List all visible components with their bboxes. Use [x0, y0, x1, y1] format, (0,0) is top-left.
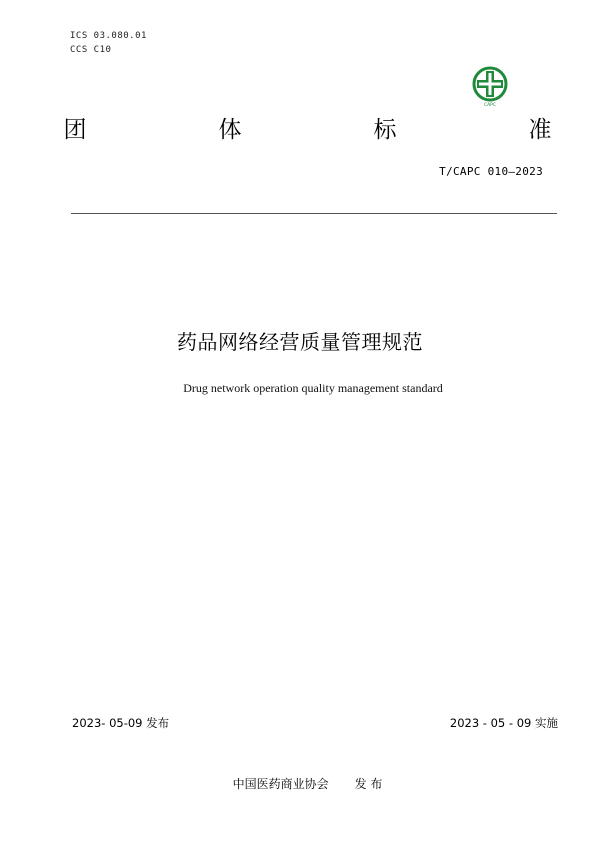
document-title-zh: 药品网络经营质量管理规范 — [177, 330, 423, 354]
publisher-action: 发 布 — [354, 777, 383, 791]
ccs-code: CCS C10 — [70, 45, 112, 55]
issue-date: 2023- 05-09 发布 — [72, 716, 170, 730]
standard-type-char: 团 — [63, 117, 87, 143]
classification-codes — [70, 29, 147, 57]
standard-type-heading — [60, 115, 555, 145]
implementation-date: 2023 - 05 - 09 实施 — [449, 716, 558, 730]
logo-caption: CAPC — [483, 103, 497, 108]
header-divider — [71, 213, 557, 214]
ics-code: ICS 03.080.01 — [70, 31, 147, 41]
standard-type-char: 体 — [218, 117, 242, 143]
capc-logo-icon — [468, 64, 512, 108]
standard-number: T/CAPC 010—2023 — [439, 165, 543, 178]
standard-type-char: 准 — [528, 117, 552, 143]
document-title-en: Drug network operation quality management standard — [183, 381, 443, 395]
publisher-org: 中国医药商业协会 — [232, 777, 329, 791]
standard-type-char: 标 — [373, 117, 397, 143]
publisher-line — [0, 776, 600, 792]
